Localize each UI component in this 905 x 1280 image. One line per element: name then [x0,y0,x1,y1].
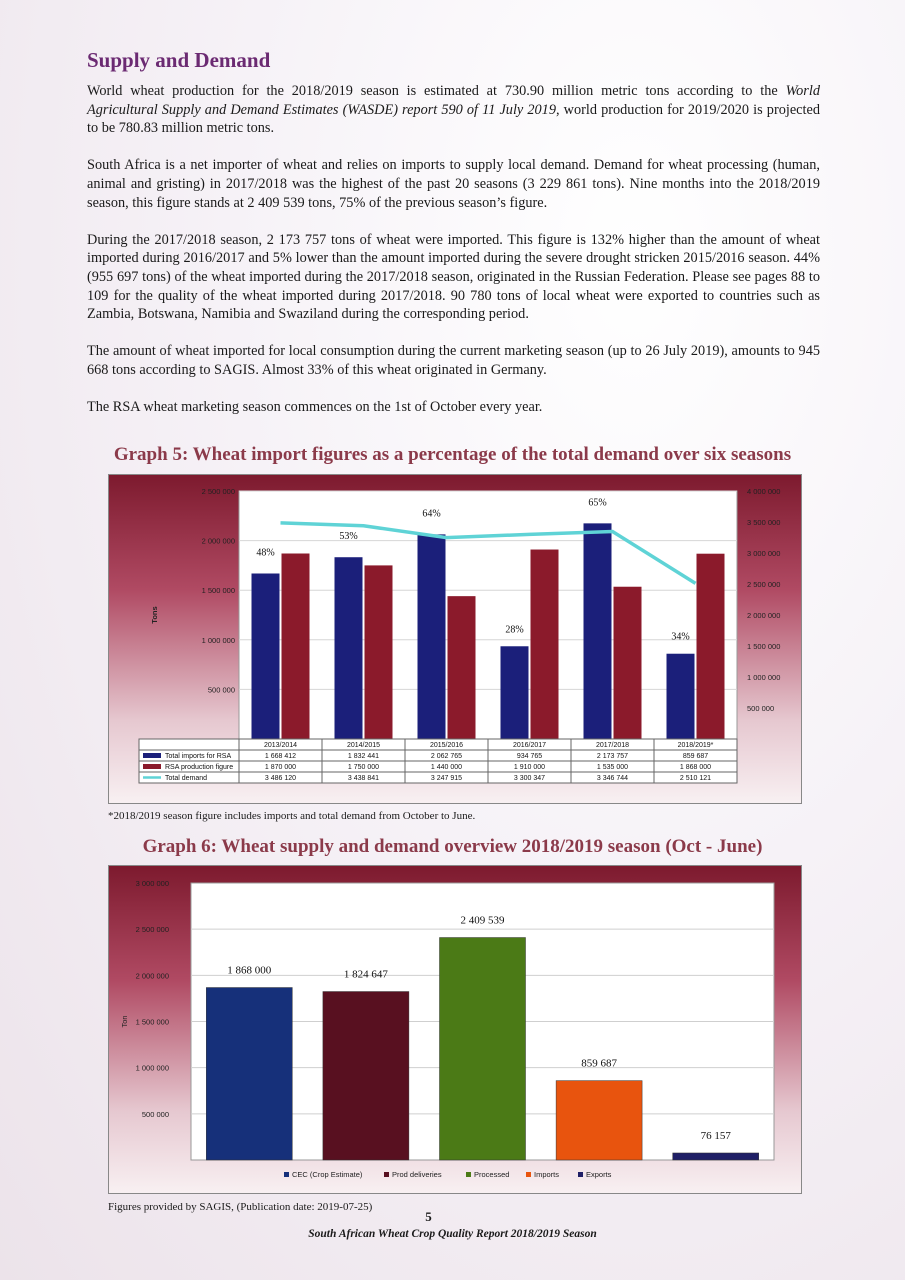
y-tick-label: 1 000 000 [201,635,235,645]
y-tick-label: 1 000 000 [135,1063,169,1073]
y2-tick-label: 1 000 000 [747,673,781,682]
legend-label: Total demand [165,775,208,782]
category-label: 2015/2016 [429,742,464,749]
percent-label: 64% [422,508,441,520]
table-cell: 3 438 841 [347,775,380,782]
percent-label: 65% [588,497,607,509]
y-axis-label: Ton [120,1015,129,1028]
legend-label: Prod deliveries [392,1170,442,1179]
graph6-note: Figures provided by SAGIS, (Publication date: 2019-07-25) [108,1201,373,1213]
legend-swatch [384,1172,389,1177]
table-cell: 3 300 347 [513,775,546,782]
table-cell: 1 440 000 [430,764,463,771]
footer: South African Wheat Crop Quality Report 2018/2019 Season [308,1228,597,1240]
bar-production [531,550,559,739]
table-cell: 1 750 000 [347,764,380,771]
graph6-title: Graph 6: Wheat supply and demand overview 2018/2019 season (Oct - June) [142,836,763,857]
legend-swatch [143,764,161,769]
y-tick-label: 2 000 000 [135,971,169,981]
y-tick-label: 2 500 000 [135,925,169,935]
paragraph: During the 2017/2018 season, 2 173 757 tons of wheat were imported. This figure is 132% higher than the amount of wheat imported during 2016/2017 and 5% lower than the amount imported during the severe drought stricken 2015/2016 season. 44% (955 697 tons) of the wheat imported during the 2017/2018 season, originated in the Russian Federation. Please see pages 88 to 109 for the quality of the wheat imported during 2017/2018. 90 780 tons of local wheat were exported to countries such as Zambia, Botswana, Namibia and Swaziland during the corresponding period. [87,231,820,323]
bar-production [365,565,393,739]
y-tick-label: 500 000 [207,685,235,695]
legend-swatch [526,1172,531,1177]
bar-imports [667,654,695,739]
table-cell: 3 247 915 [430,775,463,782]
bar-1 [323,992,409,1160]
table-cell: 1 535 000 [596,764,629,771]
table-cell: 1 910 000 [513,764,546,771]
bar-production [697,554,725,739]
value-label: 2 409 539 [460,914,505,927]
category-label: 2017/2018 [595,742,630,749]
bar-3 [556,1081,642,1160]
body-text [87,82,820,435]
bar-0 [206,988,292,1160]
y2-tick-label: 3 500 000 [747,518,781,527]
y-tick-label: 3 000 000 [135,879,169,888]
bar-2 [440,938,526,1160]
graph5-note: *2018/2019 season figure includes imports and total demand from October to June. [108,810,476,822]
percent-label: 53% [339,531,358,543]
table-cell: 859 687 [682,753,709,760]
table-cell: 2 510 121 [679,775,712,782]
graph6-chart [108,865,802,1194]
table-cell: 3 346 744 [596,775,629,782]
paragraph: World wheat production for the 2018/2019 season is estimated at 730.90 million metric tons according to the World Agricultural Supply and Demand Estimates (WASDE) report 590 of 11 July 2019, world production for 2019/2020 is projected to be 780.83 million metric tons. [87,83,820,137]
section-title: Supply and Demand [87,48,271,72]
legend-label: Processed [474,1170,510,1179]
y2-tick-label: 3 000 000 [747,549,781,558]
legend-label: RSA production figure [165,764,234,771]
y-tick-label: 2 500 000 [201,487,235,496]
y2-tick-label: 2 500 000 [747,580,781,589]
y2-tick-label: 2 000 000 [747,611,781,620]
y-tick-label: 1 500 000 [135,1017,169,1027]
legend-label: Total imports for RSA [165,753,232,760]
legend-label: CEC (Crop Estimate) [292,1170,363,1179]
value-label: 76 157 [700,1129,731,1142]
paragraph: South Africa is a net importer of wheat and relies on imports to supply local demand. Demand for wheat processing (human, animal and gristing) in 2017/2018 was the highest of the past 20 seasons (3 229 861 tons). Nine months into the 2018/2019 season, this figure stands at 2 409 539 tons, 75% of the previous season’s figure. [87,157,820,211]
category-label: 2016/2017 [512,742,547,749]
percent-label: 34% [671,631,690,643]
paragraph: The RSA wheat marketing season commences on the 1st of October every year. [87,399,543,416]
graph5-chart [108,474,802,804]
page-number: 5 [425,1209,432,1224]
bar-production [448,596,476,739]
graph6-svg [109,866,801,1193]
graph5-svg [109,475,801,803]
y2-tick-label: 4 000 000 [747,487,781,496]
table-cell: 934 765 [516,753,543,760]
table-cell: 1 870 000 [264,764,297,771]
bar-imports [335,557,363,739]
percent-label: 28% [505,624,524,636]
y2-tick-label: 500 000 [747,704,775,713]
legend-label: Imports [534,1170,560,1179]
table-cell: 1 668 412 [264,753,297,760]
bar-production [282,553,310,739]
bar-imports [501,646,529,739]
bar-imports [252,573,280,739]
y2-tick-label: 1 500 000 [747,642,781,651]
legend-swatch [284,1172,289,1177]
table-cell: 1 868 000 [679,764,712,771]
category-label: 2013/2014 [263,742,298,749]
y-axis-label: Tons [150,606,159,624]
value-label: 1 824 647 [343,968,388,981]
graph5-title: Graph 5: Wheat import figures as a percentage of the total demand over six seasons [113,444,792,465]
bar-imports [584,523,612,739]
bar-4 [673,1153,759,1160]
bar-production [614,587,642,739]
legend-swatch [466,1172,471,1177]
table-cell: 3 486 120 [264,775,297,782]
table-cell: 1 832 441 [347,753,380,760]
y-tick-label: 1 500 000 [201,586,235,596]
category-label: 2018/2019* [677,742,714,749]
legend-swatch [578,1172,583,1177]
y-tick-label: 500 000 [141,1109,169,1119]
table-cell: 2 062 765 [430,753,463,760]
plot-area [239,491,737,739]
category-label: 2014/2015 [346,742,381,749]
table-cell: 2 173 757 [596,753,629,760]
paragraph: The amount of wheat imported for local consumption during the current marketing season (up to 26 July 2019), amounts to 945 668 tons according to SAGIS. Almost 33% of this wheat originated in Germany. [87,343,820,378]
y-tick-label: 2 000 000 [201,536,235,546]
legend-label: Exports [586,1170,612,1179]
value-label: 859 687 [581,1057,617,1070]
legend-swatch [143,753,161,758]
bar-imports [418,534,446,739]
percent-label: 48% [256,547,275,559]
value-label: 1 868 000 [227,964,272,977]
